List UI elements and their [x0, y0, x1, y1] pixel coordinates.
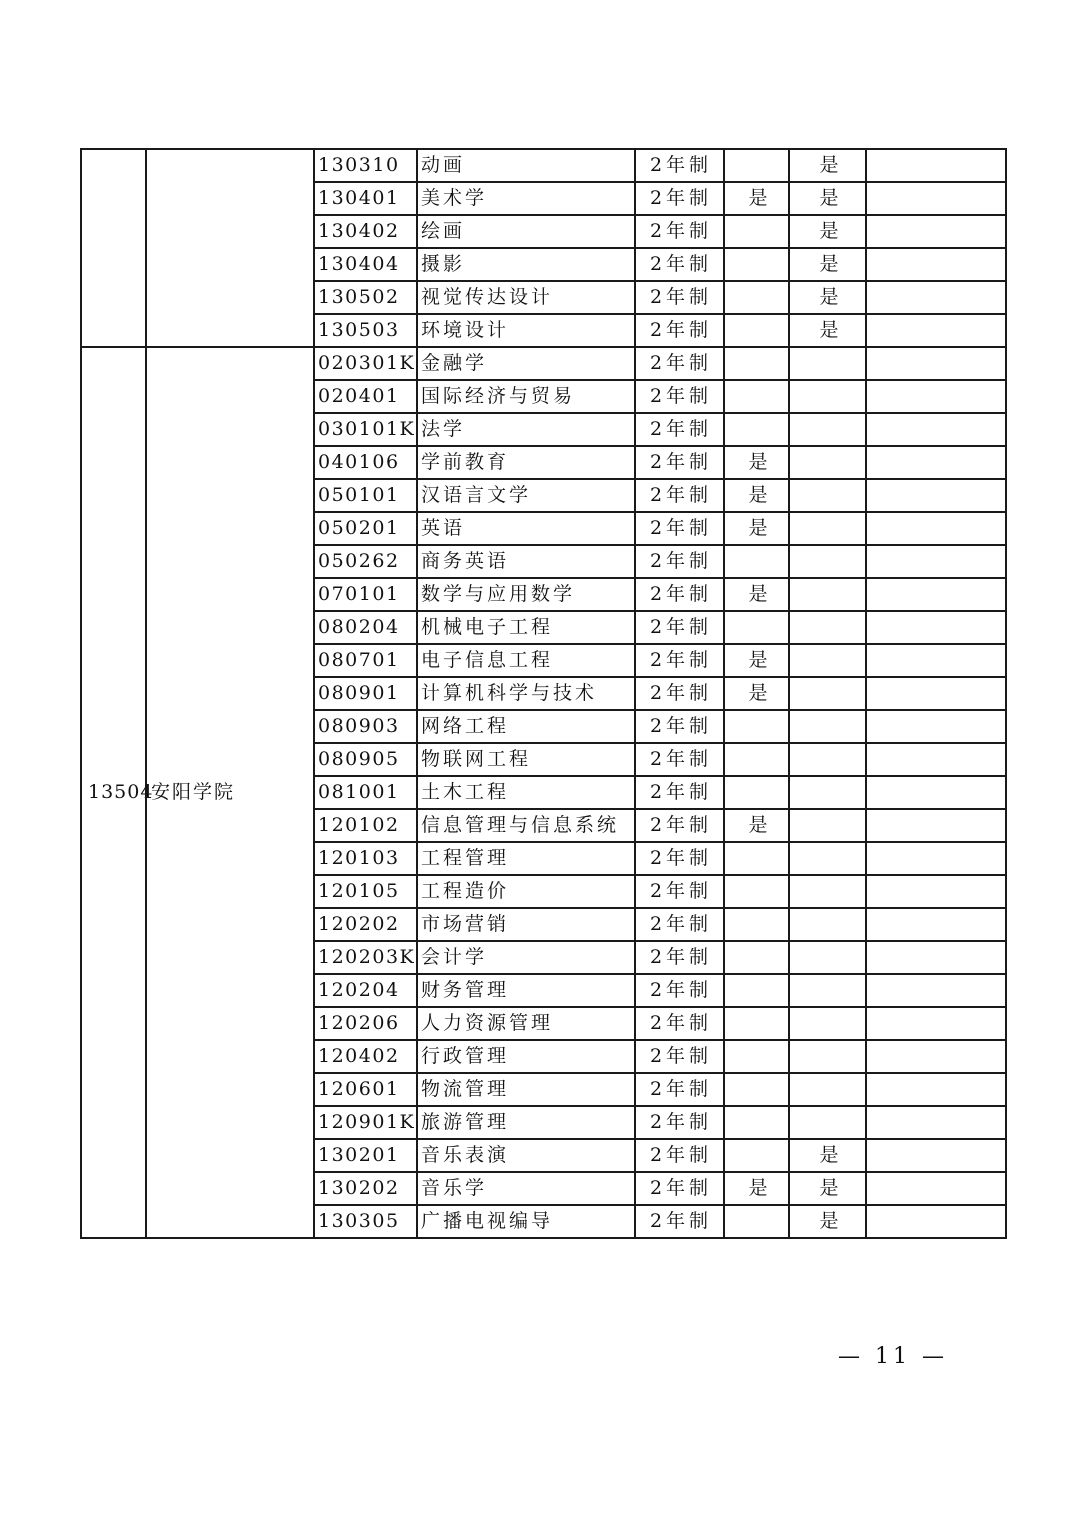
flag-cell-1 — [724, 1073, 789, 1106]
duration-cell: 2年制 — [635, 776, 724, 809]
note-cell — [866, 578, 1006, 611]
note-cell — [866, 908, 1006, 941]
major-name-cell: 商务英语 — [417, 545, 635, 578]
duration-cell: 2年制 — [635, 941, 724, 974]
major-name-cell: 财务管理 — [417, 974, 635, 1007]
major-name-cell: 国际经济与贸易 — [417, 380, 635, 413]
institution-name-cell: 安阳学院 — [146, 347, 314, 1238]
major-name-cell: 土木工程 — [417, 776, 635, 809]
major-code-cell: 120202 — [314, 908, 417, 941]
flag-cell-2: 是 — [789, 1139, 866, 1172]
duration-cell: 2年制 — [635, 842, 724, 875]
major-code-cell: 050101 — [314, 479, 417, 512]
flag-cell-2 — [789, 413, 866, 446]
flag-cell-1 — [724, 380, 789, 413]
major-code-cell: 130310 — [314, 149, 417, 182]
note-cell — [866, 281, 1006, 314]
major-name-cell: 音乐学 — [417, 1172, 635, 1205]
flag-cell-2 — [789, 743, 866, 776]
flag-cell-1 — [724, 248, 789, 281]
duration-cell: 2年制 — [635, 248, 724, 281]
flag-cell-1 — [724, 215, 789, 248]
note-cell — [866, 677, 1006, 710]
major-name-cell: 人力资源管理 — [417, 1007, 635, 1040]
major-name-cell: 计算机科学与技术 — [417, 677, 635, 710]
flag-cell-2: 是 — [789, 1172, 866, 1205]
note-cell — [866, 314, 1006, 347]
flag-cell-2: 是 — [789, 1205, 866, 1238]
major-code-cell: 120105 — [314, 875, 417, 908]
duration-cell: 2年制 — [635, 743, 724, 776]
flag-cell-1: 是 — [724, 809, 789, 842]
major-code-cell: 050201 — [314, 512, 417, 545]
flag-cell-1 — [724, 347, 789, 380]
major-name-cell: 动画 — [417, 149, 635, 182]
major-name-cell: 数学与应用数学 — [417, 578, 635, 611]
flag-cell-2 — [789, 842, 866, 875]
duration-cell: 2年制 — [635, 380, 724, 413]
duration-cell: 2年制 — [635, 479, 724, 512]
duration-cell: 2年制 — [635, 644, 724, 677]
flag-cell-2: 是 — [789, 149, 866, 182]
major-name-cell: 市场营销 — [417, 908, 635, 941]
note-cell — [866, 1139, 1006, 1172]
flag-cell-1 — [724, 842, 789, 875]
flag-cell-1 — [724, 149, 789, 182]
duration-cell: 2年制 — [635, 1172, 724, 1205]
duration-cell: 2年制 — [635, 875, 724, 908]
major-name-cell: 工程造价 — [417, 875, 635, 908]
duration-cell: 2年制 — [635, 1205, 724, 1238]
duration-cell: 2年制 — [635, 545, 724, 578]
duration-cell: 2年制 — [635, 347, 724, 380]
major-code-cell: 030101K — [314, 413, 417, 446]
flag-cell-2 — [789, 941, 866, 974]
flag-cell-1: 是 — [724, 578, 789, 611]
major-name-cell: 工程管理 — [417, 842, 635, 875]
flag-cell-2 — [789, 578, 866, 611]
major-name-cell: 英语 — [417, 512, 635, 545]
duration-cell: 2年制 — [635, 974, 724, 1007]
major-name-cell: 绘画 — [417, 215, 635, 248]
program-table — [80, 148, 1007, 1239]
note-cell — [866, 380, 1006, 413]
major-code-cell: 130202 — [314, 1172, 417, 1205]
flag-cell-2: 是 — [789, 281, 866, 314]
program-table-body — [81, 149, 1006, 1238]
major-name-cell: 学前教育 — [417, 446, 635, 479]
flag-cell-2 — [789, 545, 866, 578]
note-cell — [866, 248, 1006, 281]
flag-cell-2 — [789, 1007, 866, 1040]
flag-cell-1: 是 — [724, 512, 789, 545]
note-cell — [866, 1040, 1006, 1073]
flag-cell-1 — [724, 281, 789, 314]
flag-cell-1 — [724, 908, 789, 941]
major-name-cell: 摄影 — [417, 248, 635, 281]
flag-cell-2 — [789, 677, 866, 710]
flag-cell-2 — [789, 347, 866, 380]
flag-cell-2 — [789, 809, 866, 842]
duration-cell: 2年制 — [635, 281, 724, 314]
duration-cell: 2年制 — [635, 512, 724, 545]
note-cell — [866, 479, 1006, 512]
duration-cell: 2年制 — [635, 314, 724, 347]
major-code-cell: 120102 — [314, 809, 417, 842]
duration-cell: 2年制 — [635, 182, 724, 215]
note-cell — [866, 1106, 1006, 1139]
major-code-cell: 130401 — [314, 182, 417, 215]
flag-cell-1: 是 — [724, 446, 789, 479]
note-cell — [866, 1007, 1006, 1040]
note-cell — [866, 1172, 1006, 1205]
flag-cell-2 — [789, 512, 866, 545]
note-cell — [866, 743, 1006, 776]
duration-cell: 2年制 — [635, 413, 724, 446]
flag-cell-2 — [789, 875, 866, 908]
duration-cell: 2年制 — [635, 1139, 724, 1172]
note-cell — [866, 149, 1006, 182]
major-name-cell: 网络工程 — [417, 710, 635, 743]
flag-cell-2 — [789, 710, 866, 743]
duration-cell: 2年制 — [635, 908, 724, 941]
flag-cell-1: 是 — [724, 182, 789, 215]
note-cell — [866, 512, 1006, 545]
flag-cell-1 — [724, 875, 789, 908]
major-code-cell: 130404 — [314, 248, 417, 281]
flag-cell-2 — [789, 479, 866, 512]
major-name-cell: 电子信息工程 — [417, 644, 635, 677]
major-code-cell: 130402 — [314, 215, 417, 248]
flag-cell-1 — [724, 413, 789, 446]
note-cell — [866, 974, 1006, 1007]
major-code-cell: 080905 — [314, 743, 417, 776]
duration-cell: 2年制 — [635, 1007, 724, 1040]
flag-cell-1 — [724, 545, 789, 578]
note-cell — [866, 710, 1006, 743]
duration-cell: 2年制 — [635, 809, 724, 842]
flag-cell-2 — [789, 1040, 866, 1073]
flag-cell-2: 是 — [789, 182, 866, 215]
major-name-cell: 汉语言文学 — [417, 479, 635, 512]
note-cell — [866, 545, 1006, 578]
flag-cell-2: 是 — [789, 314, 866, 347]
duration-cell: 2年制 — [635, 149, 724, 182]
major-code-cell: 130201 — [314, 1139, 417, 1172]
flag-cell-1: 是 — [724, 1172, 789, 1205]
note-cell — [866, 809, 1006, 842]
major-code-cell: 080204 — [314, 611, 417, 644]
flag-cell-1 — [724, 743, 789, 776]
page-number: — 11 — — [838, 1344, 948, 1369]
flag-cell-2: 是 — [789, 215, 866, 248]
major-name-cell: 金融学 — [417, 347, 635, 380]
major-code-cell: 120103 — [314, 842, 417, 875]
major-name-cell: 广播电视编导 — [417, 1205, 635, 1238]
flag-cell-1 — [724, 314, 789, 347]
flag-cell-2 — [789, 974, 866, 1007]
note-cell — [866, 941, 1006, 974]
note-cell — [866, 842, 1006, 875]
flag-cell-1 — [724, 611, 789, 644]
institution-code-cell: 13504 — [81, 347, 146, 1238]
major-code-cell: 120601 — [314, 1073, 417, 1106]
major-code-cell: 120402 — [314, 1040, 417, 1073]
major-code-cell: 070101 — [314, 578, 417, 611]
major-code-cell: 080901 — [314, 677, 417, 710]
note-cell — [866, 182, 1006, 215]
duration-cell: 2年制 — [635, 215, 724, 248]
major-name-cell: 机械电子工程 — [417, 611, 635, 644]
major-name-cell: 环境设计 — [417, 314, 635, 347]
major-code-cell: 130502 — [314, 281, 417, 314]
table-row — [81, 149, 1006, 182]
major-code-cell: 120901K — [314, 1106, 417, 1139]
note-cell — [866, 413, 1006, 446]
major-name-cell: 音乐表演 — [417, 1139, 635, 1172]
note-cell — [866, 776, 1006, 809]
major-code-cell: 120204 — [314, 974, 417, 1007]
flag-cell-2 — [789, 611, 866, 644]
flag-cell-1 — [724, 1007, 789, 1040]
major-name-cell: 美术学 — [417, 182, 635, 215]
major-code-cell: 081001 — [314, 776, 417, 809]
flag-cell-1: 是 — [724, 479, 789, 512]
flag-cell-1 — [724, 710, 789, 743]
note-cell — [866, 644, 1006, 677]
note-cell — [866, 446, 1006, 479]
flag-cell-1 — [724, 1205, 789, 1238]
major-name-cell: 信息管理与信息系统 — [417, 809, 635, 842]
flag-cell-1 — [724, 941, 789, 974]
major-name-cell: 物联网工程 — [417, 743, 635, 776]
flag-cell-1 — [724, 1040, 789, 1073]
major-code-cell: 130503 — [314, 314, 417, 347]
major-code-cell: 080903 — [314, 710, 417, 743]
major-name-cell: 视觉传达设计 — [417, 281, 635, 314]
flag-cell-2 — [789, 1073, 866, 1106]
major-name-cell: 法学 — [417, 413, 635, 446]
major-name-cell: 行政管理 — [417, 1040, 635, 1073]
note-cell — [866, 875, 1006, 908]
duration-cell: 2年制 — [635, 677, 724, 710]
major-code-cell: 120206 — [314, 1007, 417, 1040]
flag-cell-1 — [724, 974, 789, 1007]
flag-cell-1: 是 — [724, 644, 789, 677]
flag-cell-2 — [789, 644, 866, 677]
major-code-cell: 020301K — [314, 347, 417, 380]
duration-cell: 2年制 — [635, 1106, 724, 1139]
duration-cell: 2年制 — [635, 578, 724, 611]
note-cell — [866, 347, 1006, 380]
major-name-cell: 旅游管理 — [417, 1106, 635, 1139]
flag-cell-2 — [789, 908, 866, 941]
duration-cell: 2年制 — [635, 710, 724, 743]
major-code-cell: 040106 — [314, 446, 417, 479]
major-code-cell: 050262 — [314, 545, 417, 578]
note-cell — [866, 1073, 1006, 1106]
flag-cell-1 — [724, 1106, 789, 1139]
flag-cell-2 — [789, 446, 866, 479]
flag-cell-2 — [789, 380, 866, 413]
flag-cell-1 — [724, 776, 789, 809]
duration-cell: 2年制 — [635, 1073, 724, 1106]
flag-cell-2 — [789, 776, 866, 809]
major-code-cell: 080701 — [314, 644, 417, 677]
major-code-cell: 130305 — [314, 1205, 417, 1238]
note-cell — [866, 215, 1006, 248]
flag-cell-1 — [724, 1139, 789, 1172]
major-name-cell: 物流管理 — [417, 1073, 635, 1106]
flag-cell-1: 是 — [724, 677, 789, 710]
flag-cell-2 — [789, 1106, 866, 1139]
note-cell — [866, 1205, 1006, 1238]
major-code-cell: 120203K — [314, 941, 417, 974]
major-code-cell: 020401 — [314, 380, 417, 413]
duration-cell: 2年制 — [635, 1040, 724, 1073]
note-cell — [866, 611, 1006, 644]
duration-cell: 2年制 — [635, 446, 724, 479]
table-row — [81, 347, 1006, 380]
institution-code-cell — [81, 149, 146, 347]
flag-cell-2: 是 — [789, 248, 866, 281]
major-name-cell: 会计学 — [417, 941, 635, 974]
institution-name-cell — [146, 149, 314, 347]
duration-cell: 2年制 — [635, 611, 724, 644]
